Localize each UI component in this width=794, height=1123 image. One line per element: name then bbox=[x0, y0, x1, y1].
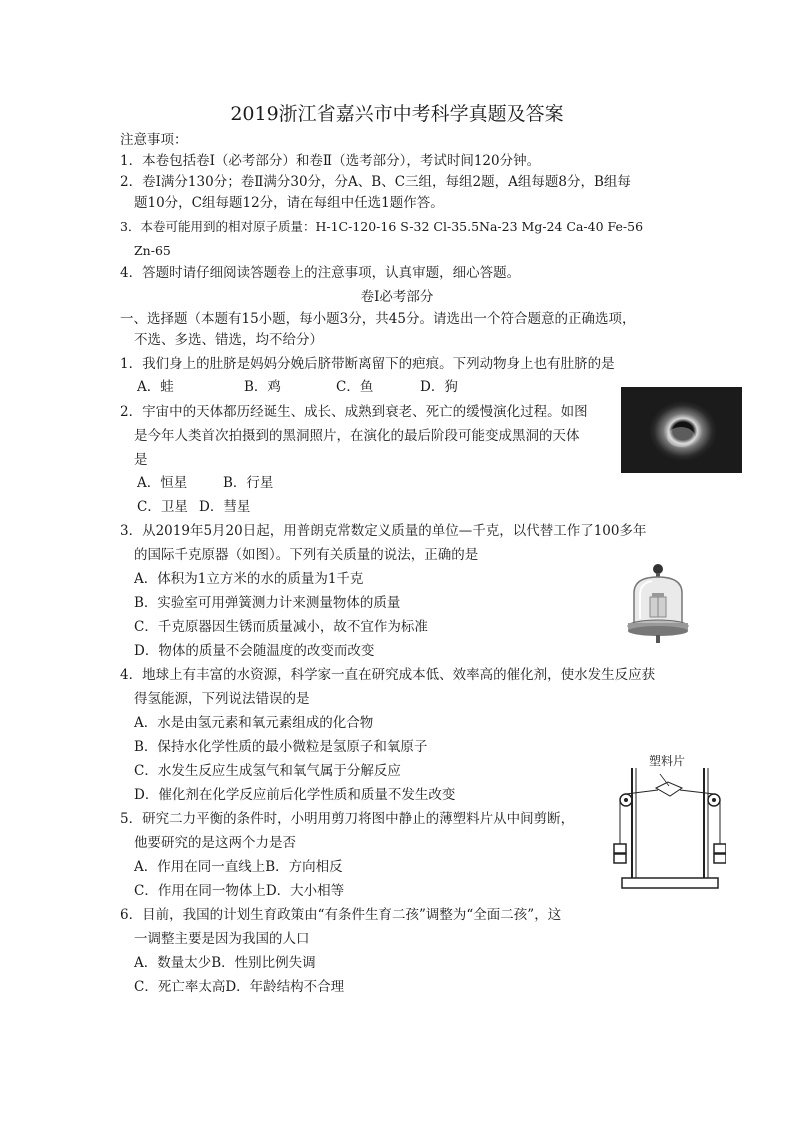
notice-item: 2．卷Ⅰ满分130分；卷Ⅱ满分30分，分A、B、C三组，每组2题，A组每题8分，B组每 bbox=[120, 174, 631, 190]
q4-option-a: A．水是由氢元素和氧元素组成的化合物 bbox=[134, 715, 374, 731]
section-title: 卷Ⅰ必考部分 bbox=[360, 289, 434, 305]
q2-stem-cont: 是今年人类首次拍摄到的黑洞照片，在演化的最后阶段可能变成黑洞的天体 bbox=[134, 428, 580, 444]
q1-option-b: B．鸡 bbox=[244, 379, 281, 395]
q2-option-c: C．卫星 bbox=[137, 499, 188, 515]
notice-heading: 注意事项： bbox=[120, 132, 188, 148]
q2-option-b: B．行星 bbox=[223, 475, 274, 491]
q1-option-d: D．狗 bbox=[420, 379, 458, 395]
kilogram-prototype-figure bbox=[624, 563, 692, 643]
q3-option-d: D．物体的质量不会随温度的改变而改变 bbox=[134, 643, 375, 659]
q1-stem: 1．我们身上的肚脐是妈妈分娩后脐带断离留下的疤痕。下列动物身上也有肚脐的是 bbox=[120, 356, 615, 372]
page-title: 2019浙江省嘉兴市中考科学真题及答案 bbox=[230, 103, 564, 125]
part-heading-cont: 不选、多选、错选，均不给分） bbox=[134, 332, 323, 348]
part-heading: 一、选择题（本题有15小题，每小题3分，共45分。请选出一个符合题意的正确选项， bbox=[120, 311, 636, 327]
q2-option-a: A．恒星 bbox=[137, 475, 188, 491]
q5-stem-cont: 他要研究的是这两个力是否 bbox=[134, 835, 296, 851]
plastic-sheet-label: 塑料片 bbox=[649, 754, 686, 768]
q4-option-c: C．水发生反应生成氢气和氧气属于分解反应 bbox=[134, 763, 401, 779]
q6-stem: 6．目前，我国的计划生育政策由“有条件生育二孩”调整为“全面二孩”，这 bbox=[120, 907, 562, 923]
q4-stem-cont: 得氢能源，下列说法错误的是 bbox=[134, 691, 310, 707]
q1-option-a: A．蛙 bbox=[137, 379, 174, 395]
q1-options bbox=[137, 378, 458, 396]
notice-item: 1．本卷包括卷Ⅰ（必考部分）和卷Ⅱ（选考部分），考试时间120分钟。 bbox=[120, 153, 541, 169]
q4-option-b: B．保持水化学性质的最小微粒是氢原子和氧原子 bbox=[134, 739, 428, 755]
notice-item: Zn-65 bbox=[134, 243, 171, 258]
notice-item: 3．本卷可能用到的相对原子质量：H-1C-120-16 S-32 Cl-35.5Na-23 Mg-24 Ca-40 Fe-56 bbox=[120, 219, 644, 234]
q3-stem: 3．从2019年5月20日起，用普朗克常数定义质量的单位—千克，以代替工作了100多年 bbox=[120, 523, 647, 539]
q3-option-c: C．千克原器因生锈而质量减小，故不宜作为标准 bbox=[134, 619, 428, 635]
q6-options-row1: A．数量太少B．性别比例失调 bbox=[134, 955, 316, 971]
q5-options-row2: C．作用在同一物体上D．大小相等 bbox=[134, 883, 345, 899]
q4-option-d: D．催化剂在化学反应前后化学性质和质量不发生改变 bbox=[134, 787, 456, 803]
q2-option-d: D．彗星 bbox=[199, 499, 251, 515]
q3-option-a: A．体积为1立方米的水的质量为1千克 bbox=[134, 571, 364, 587]
notice-item: 题10分，C组每题12分，请在每组中任选1题作答。 bbox=[134, 195, 444, 211]
q1-option-c: C．鱼 bbox=[336, 379, 374, 395]
q2-options-row2 bbox=[137, 498, 250, 516]
q2-stem: 2．宇宙中的天体都历经诞生、成长、成熟到衰老、死亡的缓慢演化过程。如图 bbox=[120, 404, 588, 420]
two-force-apparatus-figure bbox=[612, 766, 726, 894]
q3-option-b: B．实验室可用弹簧测力计来测量物体的质量 bbox=[134, 595, 401, 611]
notice-item: 4．答题时请仔细阅读答题卷上的注意事项，认真审题，细心答题。 bbox=[120, 265, 521, 281]
q6-stem-cont: 一调整主要是因为我国的人口 bbox=[134, 931, 310, 947]
q4-stem: 4．地球上有丰富的水资源，科学家一直在研究成本低、效率高的催化剂，使水发生反应获 bbox=[120, 667, 656, 683]
q5-options-row1: A．作用在同一直线上B．方向相反 bbox=[134, 859, 343, 875]
q6-options-row2: C．死亡率太高D．年龄结构不合理 bbox=[134, 979, 345, 995]
q2-options-row1 bbox=[137, 474, 273, 492]
black-hole-photo bbox=[621, 387, 742, 473]
q2-stem-cont: 是 bbox=[134, 452, 148, 468]
q5-stem: 5．研究二力平衡的条件时，小明用剪刀将图中静止的薄塑料片从中间剪断， bbox=[120, 811, 575, 827]
q3-stem-cont: 的国际千克原器（如图）。下列有关质量的说法，正确的是 bbox=[134, 547, 479, 563]
